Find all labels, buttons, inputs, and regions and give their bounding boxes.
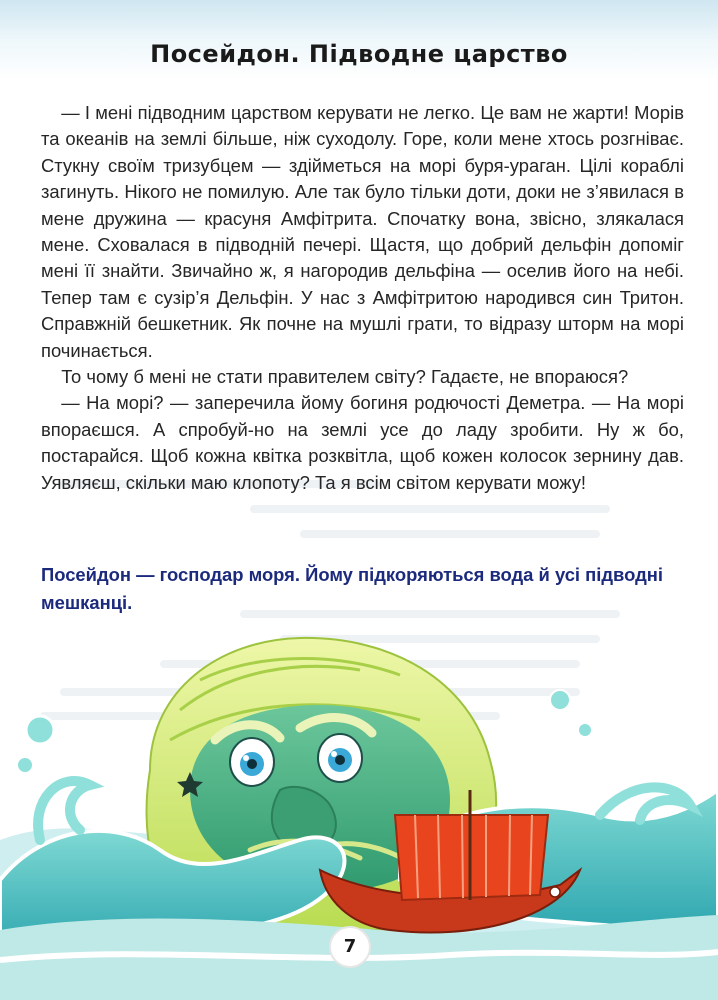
page-number: 7 — [329, 926, 371, 968]
page-title: Посейдон. Підводне царство — [150, 40, 568, 68]
key-fact-highlight: Посейдон — господар моря. Йому підкоряються вода й усі підводні мешканці. — [41, 564, 663, 613]
story-text — [41, 100, 684, 496]
water-splash — [26, 716, 54, 744]
story-paragraph: — На морі? — заперечила йому богиня родючості Деметра. — На морі впораєшся. А спробуй-но на землі усе до ладу зробити. Ну ж бо, постарайся. Щоб кожна квітка розквітла, щоб кожен колосок зернину дав. Уявляєш, скільки маю клопоту? Та я всім світом керувати можу! — [41, 392, 684, 493]
story-paragraph: — І мені підводним царством керувати не легко. Це вам не жарти! Морів та океанів на землі більше, ніж суходолу. Горе, коли мене хтось розгніває. Стукну своїм тризубцем — здійметься на морі буря-ураган. Цілі кораблі загинуть. Нікого не помилую. Але так було тільки доти, доки не з’явилася в мене дружина — красуня Амфітрита. Спочатку вона, звісно, злякалася мене. Сховалася в підводній печері. Щастя, що добрий дельфін допоміг мені її знайти. Звичайно ж, я нагородив дельфіна — оселив його на небі. Тепер там є сузір’я Дельфін. У нас з Амфітритою народився син Тритон. Справжній бешкетник. Як почне на мушлі грати, то відразу шторм на морі починається. — [41, 102, 684, 361]
story-paragraph: То чому б мені не стати правителем світу? Гадаєте, не впораюся? — [61, 366, 629, 388]
